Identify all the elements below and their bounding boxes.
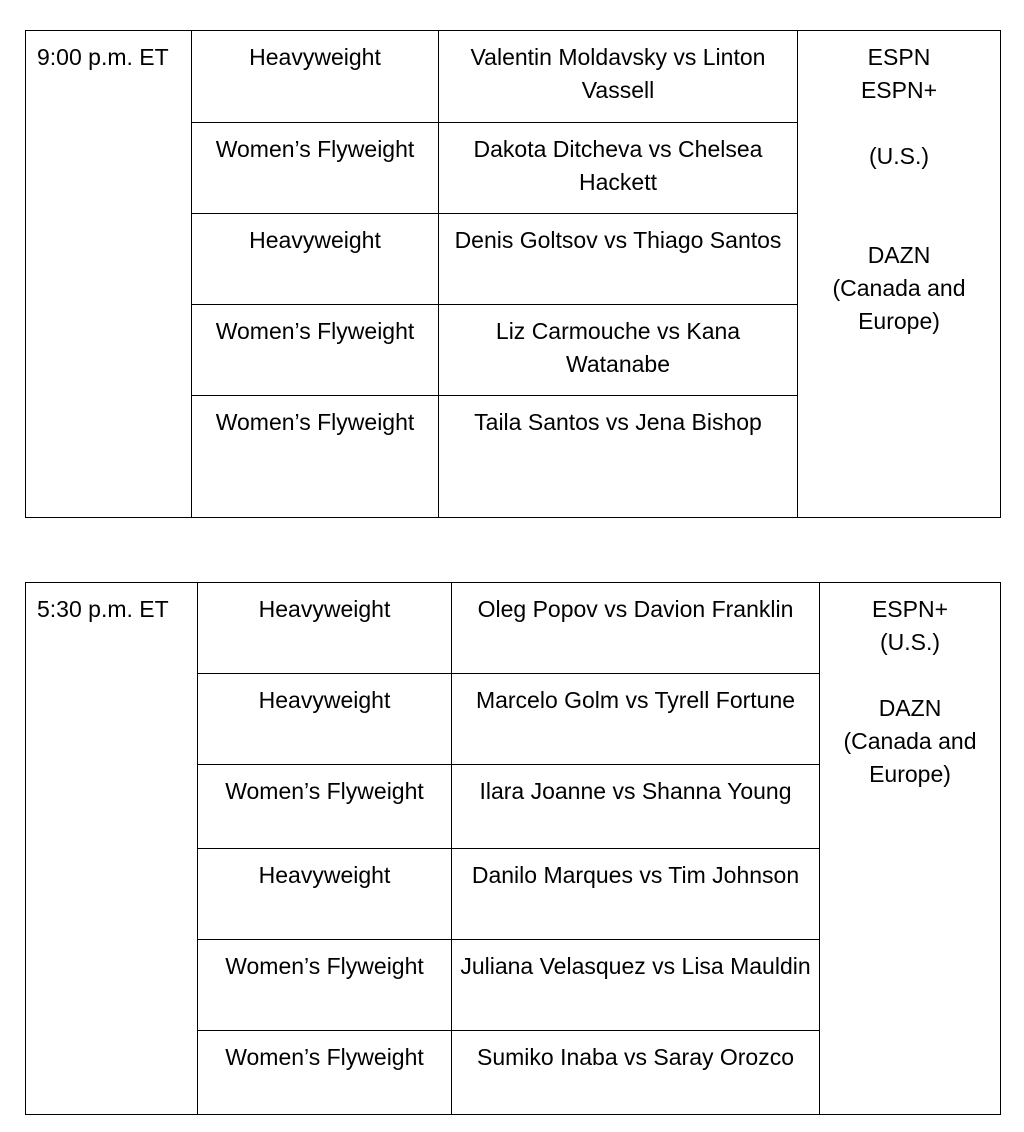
schedule-table-main-card: [25, 30, 1001, 518]
broadcast-line: (Canada and Europe): [843, 728, 977, 787]
division-cell: Heavyweight: [198, 849, 452, 940]
fight-cell: Sumiko Inaba vs Saray Orozco: [452, 1031, 820, 1115]
division-cell: Women’s Flyweight: [192, 123, 439, 214]
start-time-cell: 9:00 p.m. ET: [26, 31, 192, 518]
table-row: [26, 31, 1001, 123]
division-cell: Women’s Flyweight: [198, 940, 452, 1031]
division-cell: Heavyweight: [198, 583, 452, 674]
broadcast-line: ESPN+: [871, 596, 949, 622]
division-cell: Women’s Flyweight: [192, 396, 439, 518]
broadcast-cell: [820, 583, 1001, 1115]
broadcast-line: (U.S.): [868, 143, 930, 169]
fight-cell: Liz Carmouche vs Kana Watanabe: [439, 305, 798, 396]
broadcast-line: (Canada and Europe): [832, 275, 966, 334]
fight-cell: Ilara Joanne vs Shanna Young: [452, 765, 820, 849]
division-cell: Heavyweight: [192, 31, 439, 123]
fight-cell: Dakota Ditcheva vs Chelsea Hackett: [439, 123, 798, 214]
fight-cell: Valentin Moldavsky vs Linton Vassell: [439, 31, 798, 123]
broadcast-line: ESPN+: [860, 77, 938, 103]
fight-cell: Denis Goltsov vs Thiago Santos: [439, 214, 798, 305]
broadcast-line: DAZN: [878, 695, 942, 721]
fight-cell: Oleg Popov vs Davion Franklin: [452, 583, 820, 674]
schedule-table-prelims: [25, 582, 1001, 1115]
division-cell: Women’s Flyweight: [198, 765, 452, 849]
fight-cell: Marcelo Golm vs Tyrell Fortune: [452, 674, 820, 765]
broadcast-line: DAZN: [867, 242, 931, 268]
broadcast-line: ESPN: [867, 44, 931, 70]
division-cell: Women’s Flyweight: [198, 1031, 452, 1115]
division-cell: Heavyweight: [198, 674, 452, 765]
fight-cell: Juliana Velasquez vs Lisa Mauldin: [452, 940, 820, 1031]
division-cell: Women’s Flyweight: [192, 305, 439, 396]
fight-cell: Taila Santos vs Jena Bishop: [439, 396, 798, 518]
table-row: [26, 583, 1001, 674]
division-cell: Heavyweight: [192, 214, 439, 305]
broadcast-line: (U.S.): [879, 629, 941, 655]
start-time-cell: 5:30 p.m. ET: [26, 583, 198, 1115]
fight-cell: Danilo Marques vs Tim Johnson: [452, 849, 820, 940]
broadcast-cell: [798, 31, 1001, 518]
